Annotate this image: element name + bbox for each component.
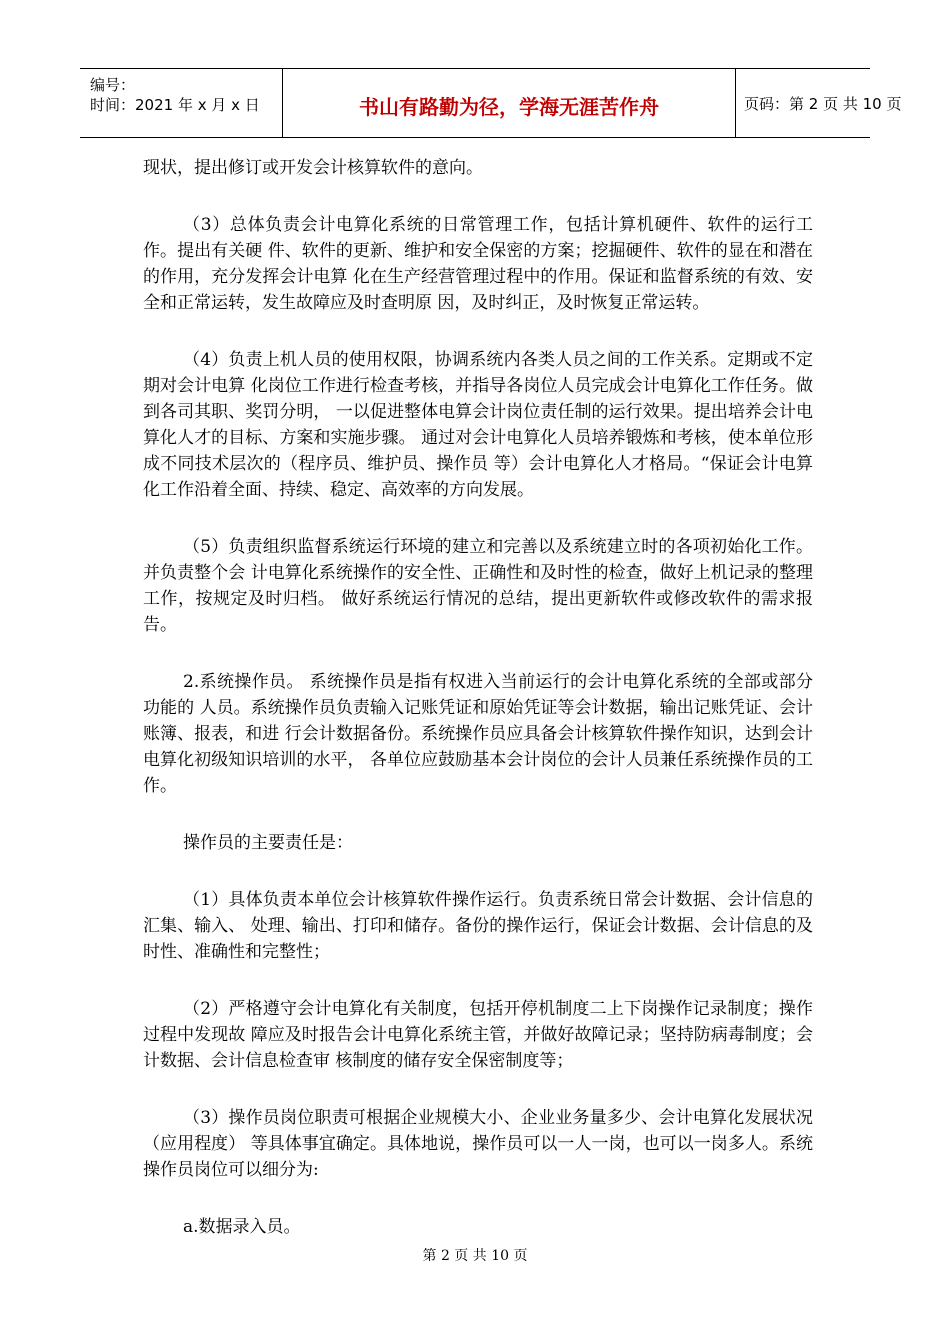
paragraph: （3）总体负责会计电算化系统的日常管理工作，包括计算机硬件、软件的运行工作。提出有关硬 件、软件的更新、维护和安全保密的方案；挖掘硬件、软件的显在和潜在的作用，充分发挥会计电算 化在生产经营管理过程中的作用。保证和监督系统的有效、安全和正常运转，发生故障应及时查明原 因，及时纠正，及时恢复正常运转。 <box>143 215 813 313</box>
paragraph-continuation: 现状，提出修订或开发会计核算软件的意向。 <box>143 158 483 178</box>
header-page-info: 页码：第 2 页 共 10 页 <box>744 95 902 113</box>
page-footer: 第 2 页 共 10 页 <box>422 1248 528 1264</box>
paragraph: （3）操作员岗位职责可根据企业规模大小、企业业务量多少、会计电算化发展状况（应用程度） 等具体事宜确定。具体地说，操作员可以一人一岗，也可以一岗多人。系统操作员岗位可以细分为: <box>143 1108 813 1180</box>
document-time-label: 时间：2021 年 x 月 x 日 <box>90 96 260 114</box>
header-page-cell <box>736 69 902 137</box>
header-left-cell <box>80 69 283 137</box>
paragraph: （5）负责组织监督系统运行环境的建立和完善以及系统建立时的各项初始化工作。并负责整个会 计电算化系统操作的安全性、正确性和及时性的检查，做好上机记录的整理工作，按规定及时归档。 做好系统运行情况的总结，提出更新软件或修改软件的需求报告。 <box>143 537 813 635</box>
header-table <box>80 68 902 138</box>
paragraph: （2）严格遵守会计电算化有关制度，包括开停机制度二上下岗操作记录制度；操作过程中发现故 障应及时报告会计电算化系统主管，并做好故障记录；坚持防病毒制度；会计数据、会计信息检查审 核制度的储存安全保密制度等； <box>143 999 813 1071</box>
paragraph: （4）负责上机人员的使用权限，协调系统内各类人员之间的工作关系。定期或不定期对会计电算 化岗位工作进行检查考核，并指导各岗位人员完成会计电算化工作任务。做到各司其职、奖罚分明， 一以促进整体电算会计岗位责任制的运行效果。提出培养会计电算化人才的目标、方案和实施步骤。 通过对会计电算化人员培养锻炼和考核，使本单位形成不同技术层次的（程序员、维护员、操作员 等）会计电算化人才格局。“保证会计电算化工作沿着全面、持续、稳定、高效率的方向发展。 <box>143 350 813 500</box>
paragraph: a.数据录入员。 <box>183 1217 301 1237</box>
document-body <box>143 155 813 1240</box>
paragraph: （1）具体负责本单位会计核算软件操作运行。负责系统日常会计数据、会计信息的汇集、输入、 处理、输出、打印和储存。备份的操作运行，保证会计数据、会计信息的及时性、准确性和完整性； <box>143 890 813 962</box>
header-motto: 书山有路勤为径，学海无涯苦作舟 <box>359 95 659 119</box>
paragraph: 操作员的主要责任是： <box>183 833 353 853</box>
header-motto-cell <box>283 69 736 137</box>
document-number-label: 编号： <box>90 76 136 94</box>
paragraph: 2.系统操作员。 系统操作员是指有权进入当前运行的会计电算化系统的全部或部分功能的 人员。系统操作员负责输入记账凭证和原始凭证等会计数据，输出记账凭证、会计账簿、报表，和进 行会计数据备份。系统操作员应具备会计核算软件操作知识，达到会计电算化初级知识培训的水平， 各单位应鼓励基本会计岗位的会计人员兼任系统操作员的工作。 <box>143 672 813 796</box>
